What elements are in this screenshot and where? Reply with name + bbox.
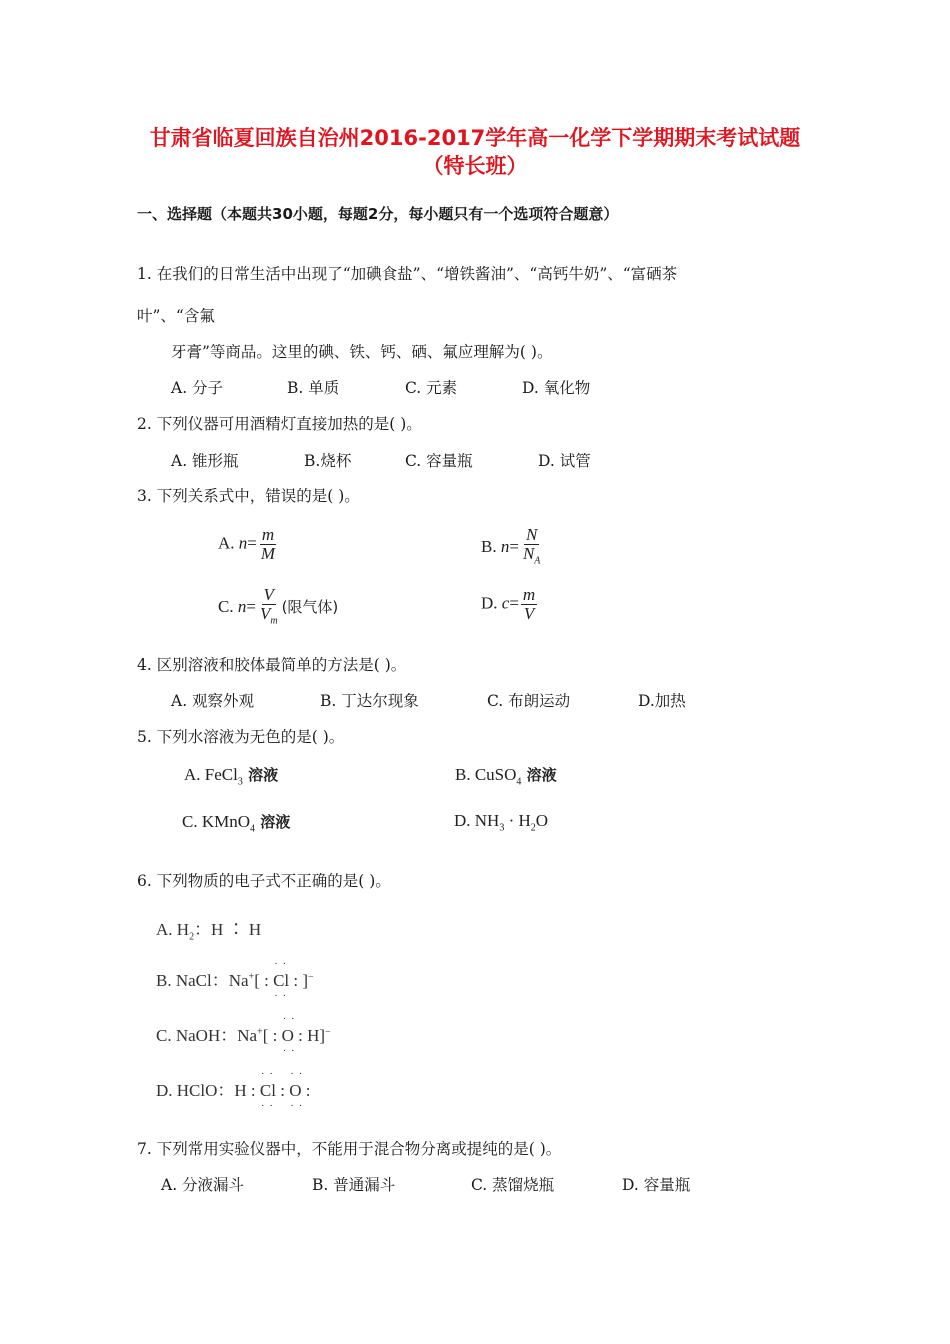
question-7: 7. 下列常用实验仪器中，不能用于混合物分离或提纯的是( )。 (137, 1140, 562, 1158)
q5-option-d: D. $NH_3 \cdot H_2O$ (454, 811, 549, 834)
q5-option-a: A. FeCl$_3$ 溶液 (184, 765, 279, 788)
question-2: 2. 下列仪器可用酒精灯直接加热的是( )。 (137, 415, 422, 433)
q7-option-b: B. 普通漏斗 (312, 1176, 396, 1194)
q1-option-d: D. 氧化物 (522, 379, 591, 397)
q7-option-c: C. 蒸馏烧瓶 (471, 1176, 555, 1194)
question-4: 4. 区别溶液和胶体最简单的方法是( )。 (137, 656, 407, 674)
q1-option-a: A. 分子 (171, 379, 224, 397)
q2-option-d: D. 试管 (538, 452, 591, 470)
document-title: 甘肃省临夏回族自治州2016-2017学年高一化学下学期期末考试试题 (149, 126, 801, 150)
q2-option-a: A. 锥形瓶 (171, 452, 239, 470)
q3-option-d-formula: D. c= $\frac{m}{V}$ (481, 585, 536, 623)
q2-option-c: C. 容量瓶 (405, 452, 473, 470)
q7-option-a: A. 分液漏斗 (161, 1176, 245, 1194)
question-1-line-2: 叶”、“含氟 (137, 307, 215, 325)
q2-option-b: B.烧杯 (304, 452, 352, 470)
q6-option-d: D. HClO：H : · · Cl · · : · · O · · : (156, 1076, 310, 1101)
question-1-line-1: 1. 在我们的日常生活中出现了“加碘食盐”、“增铁酱油”、“高钙牛奶”、“富硒茶 (137, 265, 678, 283)
question-6: 6. 下列物质的电子式不正确的是( )。 (137, 872, 391, 890)
q3-option-a-formula: A. n= $\frac{m}{M}$ (218, 525, 276, 563)
q3-option-b-formula: B. n= $\frac{N}{N_A}$ (481, 525, 541, 567)
q3-option-c-formula: C. n= $\frac{V}{V_m}$ (限气体) (218, 585, 339, 627)
q4-option-a: A. 观察外观 (171, 692, 255, 710)
q4-option-d: D.加热 (638, 692, 686, 710)
q6-option-b: B. NaCl：Na+[ : · · Cl · · : ]− (156, 966, 314, 991)
question-5: 5. 下列水溶液为无色的是( )。 (137, 728, 345, 746)
q6-option-a: A. $H_2$：H ∶ H (156, 920, 262, 943)
question-1-line-3: 牙膏”等商品。这里的碘、铁、钙、硒、氟应理解为( )。 (171, 343, 553, 361)
section-heading: 一、选择题（本题共30小题，每题2分，每小题只有一个选项符合题意） (137, 205, 619, 223)
q5-option-c: C. KMnO$_4$ 溶液 (182, 812, 291, 835)
q4-option-c: C. 布朗运动 (487, 692, 571, 710)
q5-option-b: B. CuSO$_4$ 溶液 (455, 765, 557, 788)
document-subtitle: （特长班） (422, 154, 528, 178)
q1-option-c: C. 元素 (405, 379, 458, 397)
question-3: 3. 下列关系式中，错误的是( )。 (137, 487, 360, 505)
q1-option-b: B. 单质 (287, 379, 340, 397)
q4-option-b: B. 丁达尔现象 (320, 692, 419, 710)
q6-option-c: C. NaOH：Na+[ : · · O · · : H]− (156, 1021, 331, 1046)
q7-option-d: D. 容量瓶 (622, 1176, 691, 1194)
